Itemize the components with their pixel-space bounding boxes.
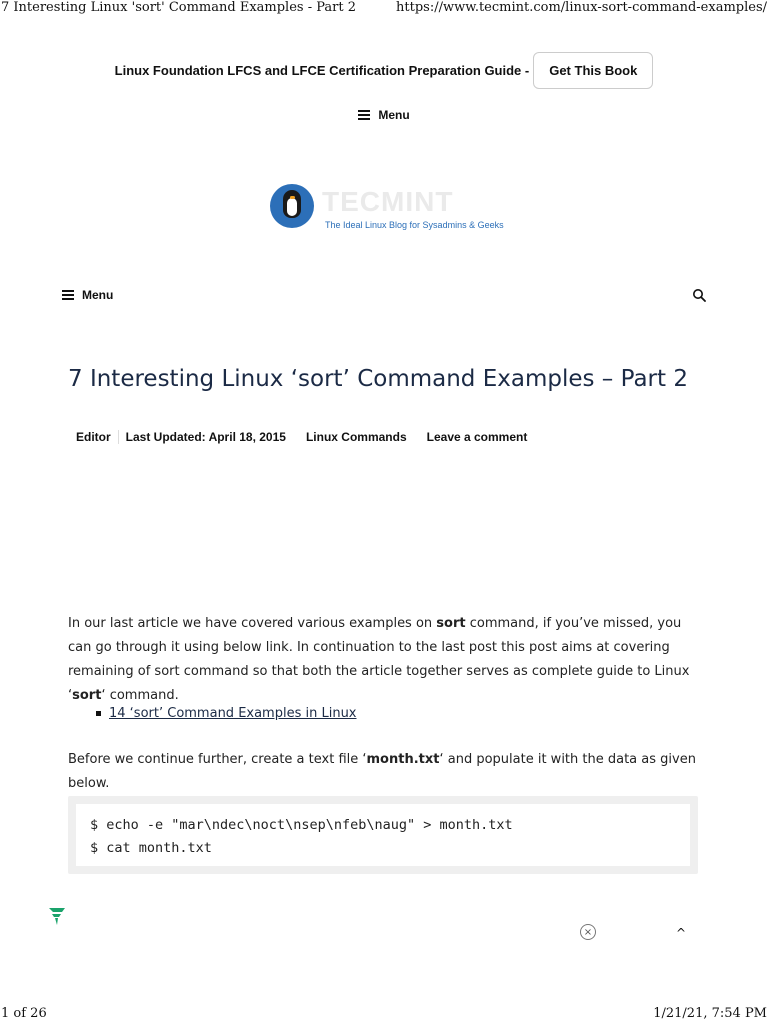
article-title: 7 Interesting Linux ‘sort’ Command Examples – Part 2 <box>68 366 688 392</box>
freshchat-icon[interactable] <box>48 906 66 926</box>
scroll-to-top-icon[interactable]: ^ <box>676 926 687 940</box>
main-nav <box>62 288 706 306</box>
print-page-url: https://www.tecmint.com/linux-sort-command-examples/ <box>396 0 767 15</box>
print-footer <box>0 1006 768 1024</box>
list-item <box>96 706 357 721</box>
author-link[interactable]: Editor <box>76 430 111 444</box>
hamburger-icon <box>358 110 370 120</box>
top-menu-toggle[interactable] <box>0 108 768 122</box>
nav-menu-label: Menu <box>82 288 114 302</box>
code-block <box>68 796 698 874</box>
last-updated: Last Updated: April 18, 2015 <box>125 430 286 444</box>
code-content[interactable] <box>76 804 690 866</box>
page-count: 1 of 26 <box>1 1006 47 1021</box>
related-links <box>96 706 357 721</box>
penguin-logo-icon <box>270 184 314 228</box>
related-article-link[interactable]: 14 ‘sort’ Command Examples in Linux <box>109 706 357 721</box>
meta-divider <box>118 430 119 444</box>
print-header <box>0 0 768 16</box>
logo-tagline: The Ideal Linux Blog for Sysadmins & Geeks <box>325 220 504 230</box>
top-menu-label: Menu <box>378 108 410 122</box>
promo-text: Linux Foundation LFCS and LFCE Certification Preparation Guide - <box>114 62 530 78</box>
get-this-book-button[interactable]: Get This Book <box>533 52 653 89</box>
category-link[interactable]: Linux Commands <box>305 430 407 444</box>
close-ad-icon[interactable]: × <box>580 924 596 940</box>
code-line: $ echo -e "mar\ndec\noct\nsep\nfeb\naug" > month.txt <box>90 817 513 833</box>
bottom-overlay <box>0 900 768 950</box>
logo-wordmark: TECMINT <box>322 186 454 217</box>
print-date: 1/21/21, 7:54 PM <box>653 1006 767 1021</box>
site-logo[interactable] <box>270 184 504 232</box>
nav-menu-toggle[interactable] <box>62 288 113 302</box>
hamburger-icon <box>62 290 74 300</box>
code-line: $ cat month.txt <box>90 840 212 856</box>
search-icon[interactable] <box>692 288 706 302</box>
setup-paragraph: Before we continue further, create a text file ‘month.txt‘ and populate it with the data as given below. <box>68 752 696 791</box>
leave-comment-link[interactable]: Leave a comment <box>426 430 528 444</box>
print-page-title: 7 Interesting Linux 'sort' Command Examples - Part 2 <box>1 0 356 15</box>
article-meta <box>76 430 527 444</box>
bullet-icon <box>96 711 101 716</box>
intro-paragraph: In our last article we have covered various examples on sort command, if you’ve missed, you can go through it using below link. In continuation to the last post this post aims at covering remaining of sort command so that both the article together serves as complete guide to Linux ‘sort‘ command. <box>68 616 690 703</box>
promo-banner <box>0 50 768 90</box>
